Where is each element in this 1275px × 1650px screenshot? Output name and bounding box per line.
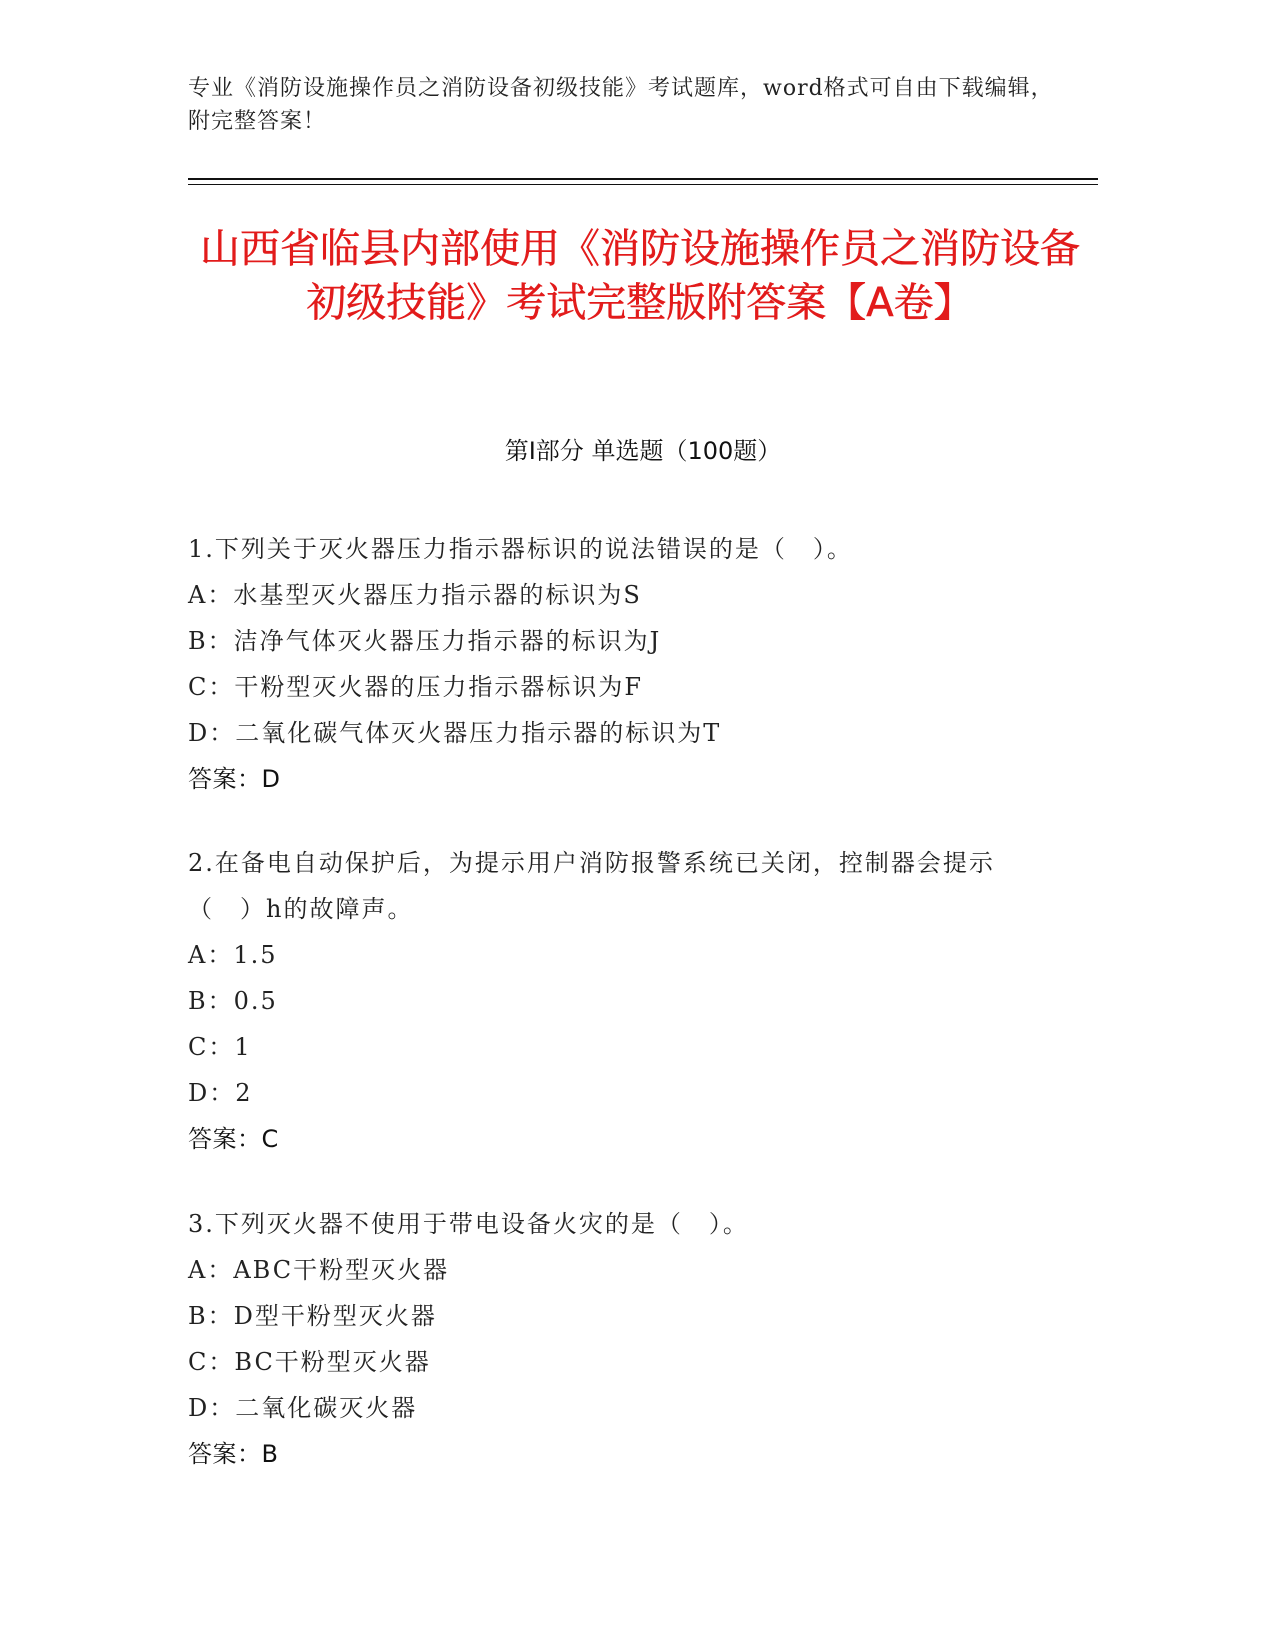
section-title: 第I部分 单选题（100题） [504, 437, 782, 465]
answer-line: 答案：B [188, 1440, 279, 1468]
header-note: 专业《消防设施操作员之消防设备初级技能》考试题库，word格式可自由下载编辑，附完整答案！ [188, 76, 1054, 134]
header-divider-thin [188, 184, 1098, 185]
question-3 [188, 1201, 1058, 1477]
option-a: A：水基型灭火器压力指示器的标识为S [188, 581, 642, 609]
option-d: D：二氧化碳气体灭火器压力指示器的标识为T [188, 719, 722, 747]
answer-line: 答案：D [188, 765, 281, 793]
option-b: B：洁净气体灭火器压力指示器的标识为J [188, 627, 662, 655]
option-d: D：2 [188, 1079, 253, 1107]
option-a: A：1.5 [188, 941, 278, 969]
answer-line: 答案：C [188, 1125, 279, 1153]
question-stem: 3.下列灭火器不使用于带电设备火灾的是（ ）。 [188, 1210, 749, 1238]
option-d: D：二氧化碳灭火器 [188, 1394, 418, 1422]
option-c: C：干粉型灭火器的压力指示器标识为F [188, 673, 644, 701]
document-title: 山西省临县内部使用《消防设施操作员之消防设备初级技能》考试完整版附答案【A卷】 [200, 226, 1080, 326]
question-stem: 2.在备电自动保护后，为提示用户消防报警系统已关闭，控制器会提示（ ）h的故障声。 [188, 849, 995, 923]
option-c: C：1 [188, 1033, 252, 1061]
option-b: B：D型干粉型灭火器 [188, 1302, 437, 1330]
header-divider-thick [188, 178, 1098, 180]
question-2 [188, 840, 1058, 1162]
question-stem: 1.下列关于灭火器压力指示器标识的说法错误的是（ ）。 [188, 535, 853, 563]
option-c: C：BC干粉型灭火器 [188, 1348, 431, 1376]
option-b: B：0.5 [188, 987, 278, 1015]
option-a: A：ABC干粉型灭火器 [188, 1256, 450, 1284]
question-1 [188, 526, 1058, 802]
